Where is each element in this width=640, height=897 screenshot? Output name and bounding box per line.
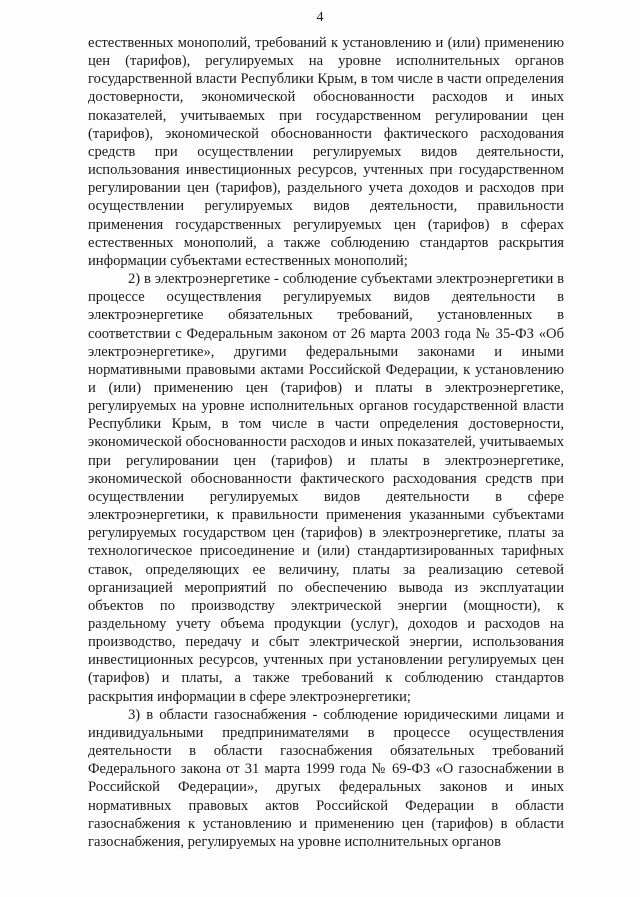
paragraph-item-2: 2) в электроэнергетике - соблюдение субъектами электроэнергетики в процессе осуществления регулируемых видов деятельности в электроэнергетике обязательных требований, установленных в соответствии с Федеральным законом от 26 марта 2003 года № 35-ФЗ «Об электроэнергетике», другими федеральными законами и иными нормативными правовыми актами Российской Федерации, к установлению и (или) применению цен (тарифов) и платы в электроэнергетике, регулируемых на уровне исполнительных органов государственной власти Республики Крым, в том числе в части определения достоверности, экономической обоснованности расходов и иных показателей, учитываемых при регулировании цен (тарифов) и платы в электроэнергетике, экономической обоснованности фактического расходования средств при осуществлении регулируемых видов деятельности в сфере электроэнергетики, к правильности применения указанными субъектами регулируемых государством цен (тарифов) в электроэнергетике, платы за технологическое присоединение и (или) стандартизированных тарифных ставок, определяющих ее величину, платы за реализацию сетевой организацией мероприятий по обеспечению вывода из эксплуатации объектов по производству электрической энергии (мощности), к раздельному учету объема продукции (услуг), доходов и расходов на производство, передачу и сбыт электрической энергии, использования инвестиционных ресурсов, учтенных при установлении регулируемых цен (тарифов) и платы, а также требований к соблюдению стандартов раскрытия информации в сфере электроэнергетики; (88, 271, 564, 705)
paragraph-continuation: естественных монополий, требований к установлению и (или) применению цен (тарифов), регулируемых на уровне исполнительных органов государственной власти Республики Крым, в том числе в части определения достоверности, экономической обоснованности расходов и иных показателей, учитываемых при государственном регулировании цен (тарифов), экономической обоснованности фактического расходования средств при осуществлении регулируемых видов деятельности, использования инвестиционных ресурсов, учтенных при государственном регулировании цен (тарифов), раздельного учета доходов и расходов при осуществлении регулируемых видов деятельности, правильности применения государственных регулируемых цен (тарифов) в сферах естественных монополий, а также соблюдению стандартов раскрытия информации субъектами естественных монополий; (88, 35, 564, 269)
page-number: 4 (316, 10, 324, 25)
paragraph-item-3: 3) в области газоснабжения - соблюдение юридическими лицами и индивидуальными предпринимателями в процессе осуществления деятельности в области газоснабжения обязательных требований Федерального закона от 31 марта 1999 года № 69-ФЗ «О газоснабжении в Российской Федерации», другых федеральных законов и иных нормативных правовых актов Российской Федерации в области газоснабжения к установлению и применению цен (тарифов) в области газоснабжения, регулируемых на уровне исполнительных органов (88, 706, 564, 850)
document-body (88, 34, 564, 851)
